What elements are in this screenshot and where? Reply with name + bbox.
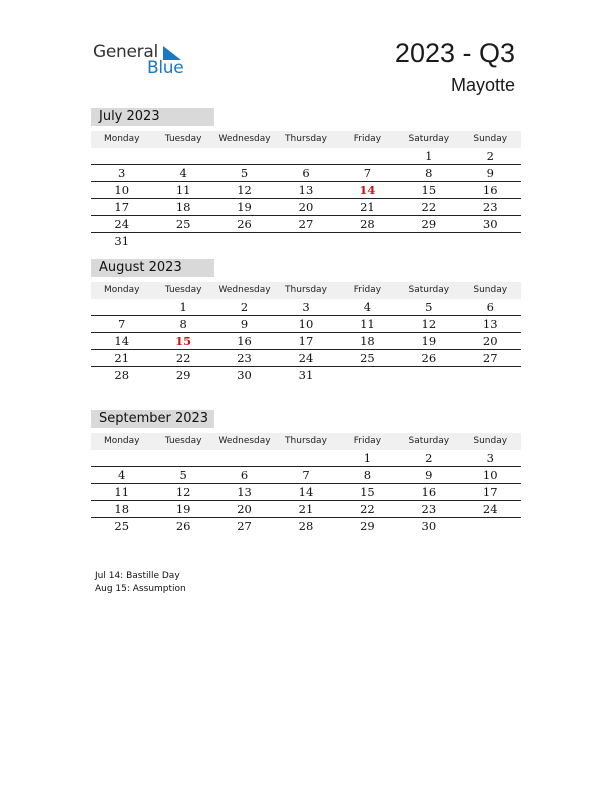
month-calendar [91, 108, 521, 249]
day-cell: 4 [179, 166, 187, 180]
day-cell: 15 [360, 485, 375, 499]
empty-day-cell [337, 148, 398, 164]
empty-day-cell [214, 148, 275, 164]
weekday-label: Sunday [473, 134, 508, 144]
month-calendar [91, 410, 521, 534]
week-row [91, 333, 521, 350]
empty-day-cell [460, 233, 521, 249]
day-cell: 5 [240, 166, 249, 180]
day-cell: 24 [482, 502, 498, 516]
day-cell: 24 [298, 351, 314, 365]
day-cell: 31 [298, 368, 314, 382]
day-cell: 9 [425, 468, 433, 482]
empty-day-cell [214, 233, 275, 249]
day-cell: 8 [425, 166, 433, 180]
week-row [91, 182, 521, 199]
holiday-notes [95, 570, 186, 596]
day-cell: 10 [298, 317, 314, 331]
day-cell: 28 [114, 368, 130, 382]
day-cell: 6 [486, 300, 494, 314]
country-name: Mayotte [450, 75, 515, 95]
week-row [91, 484, 521, 501]
day-cell: 3 [118, 166, 126, 180]
day-cell: 6 [240, 468, 249, 482]
day-cell: 7 [118, 317, 126, 331]
day-cell: 9 [486, 166, 494, 180]
day-cell: 27 [482, 351, 498, 365]
day-cell: 30 [482, 217, 498, 231]
weekday-label: Tuesday [164, 436, 202, 446]
day-cell: 21 [114, 351, 130, 365]
day-cell: 26 [237, 217, 252, 231]
day-cell: 22 [421, 200, 437, 214]
weekday-label: Tuesday [164, 285, 202, 295]
weekday-label: Friday [353, 134, 382, 144]
day-cell: 28 [360, 217, 375, 231]
weekday-label: Monday [103, 285, 140, 295]
week-row [91, 216, 521, 233]
day-cell: 15 [421, 183, 437, 197]
quarter-title: 2023 - Q3 [394, 38, 515, 68]
weekday-header-row [91, 433, 521, 450]
empty-day-cell [91, 450, 152, 466]
day-cell: 19 [237, 200, 252, 214]
week-row [91, 299, 521, 316]
empty-day-cell [337, 367, 398, 383]
day-cell: 22 [360, 502, 375, 516]
day-cell: 16 [421, 485, 437, 499]
day-cell: 14 [359, 183, 376, 197]
day-cell: 27 [298, 217, 314, 231]
month-title: July 2023 [91, 108, 214, 126]
week-row [91, 148, 521, 165]
weekday-header-row [91, 131, 521, 148]
day-cell: 2 [486, 149, 494, 163]
brand-logo [93, 42, 193, 78]
weekday-label: Wednesday [218, 134, 271, 144]
month-title: August 2023 [91, 259, 214, 277]
day-cell: 28 [298, 519, 314, 533]
day-cell: 17 [482, 485, 498, 499]
day-cell: 6 [302, 166, 310, 180]
day-cell: 13 [298, 183, 314, 197]
day-cell: 18 [360, 334, 375, 348]
day-cell: 29 [360, 519, 375, 533]
weekday-label: Thursday [285, 285, 327, 295]
day-cell: 5 [179, 468, 187, 482]
day-cell: 11 [360, 317, 375, 331]
day-cell: 30 [237, 368, 252, 382]
empty-day-cell [214, 450, 275, 466]
day-cell: 7 [302, 468, 310, 482]
weekday-label: Monday [103, 134, 140, 144]
week-row [91, 450, 521, 467]
month-title: September 2023 [91, 410, 214, 428]
weekday-label: Friday [353, 285, 382, 295]
day-cell: 25 [114, 519, 130, 533]
day-cell: 29 [421, 217, 437, 231]
day-cell: 5 [425, 300, 433, 314]
day-cell: 25 [360, 351, 375, 365]
weekday-label: Wednesday [218, 285, 271, 295]
day-cell: 11 [175, 183, 191, 197]
day-cell: 10 [482, 468, 498, 482]
week-row [91, 316, 521, 333]
weekday-label: Tuesday [164, 134, 202, 144]
weekday-label: Friday [353, 436, 382, 446]
week-row [91, 350, 521, 367]
day-cell: 1 [425, 149, 433, 163]
day-cell: 2 [240, 300, 249, 314]
weekday-label: Saturday [408, 285, 450, 295]
day-cell: 20 [482, 334, 498, 348]
day-cell: 25 [175, 217, 191, 231]
week-row [91, 233, 521, 249]
day-cell: 31 [114, 234, 130, 248]
day-cell: 14 [114, 334, 130, 348]
empty-day-cell [398, 367, 459, 383]
holiday-note: Jul 14: Bastille Day [95, 571, 180, 581]
day-cell: 12 [421, 317, 437, 331]
week-row [91, 518, 521, 534]
day-cell: 13 [482, 317, 498, 331]
day-cell: 13 [237, 485, 252, 499]
day-cell: 17 [298, 334, 314, 348]
weekday-label: Thursday [285, 134, 327, 144]
day-cell: 18 [114, 502, 130, 516]
day-cell: 4 [363, 300, 372, 314]
day-cell: 23 [482, 200, 498, 214]
logo-text-general: General [93, 42, 158, 62]
day-cell: 19 [175, 502, 191, 516]
day-cell: 12 [175, 485, 191, 499]
empty-day-cell [152, 233, 213, 249]
empty-day-cell [460, 367, 521, 383]
day-cell: 8 [363, 468, 372, 482]
month-calendar [91, 259, 521, 383]
day-cell: 26 [175, 519, 191, 533]
day-cell: 2 [425, 451, 433, 465]
week-row [91, 165, 521, 182]
day-cell: 23 [237, 351, 252, 365]
day-cell: 26 [421, 351, 437, 365]
day-cell: 16 [237, 334, 252, 348]
day-cell: 1 [363, 451, 372, 465]
day-cell: 3 [486, 451, 494, 465]
holiday-note: Aug 15: Assumption [95, 584, 186, 594]
day-cell: 14 [298, 485, 314, 499]
empty-day-cell [152, 450, 213, 466]
day-cell: 20 [237, 502, 252, 516]
weekday-label: Wednesday [218, 436, 271, 446]
day-cell: 1 [179, 300, 187, 314]
day-cell: 3 [302, 300, 310, 314]
week-row [91, 467, 521, 484]
day-cell: 4 [118, 468, 126, 482]
day-cell: 8 [179, 317, 187, 331]
weekday-label: Saturday [408, 436, 450, 446]
empty-day-cell [398, 233, 459, 249]
day-cell: 19 [421, 334, 437, 348]
week-row [91, 199, 521, 216]
day-cell: 16 [482, 183, 498, 197]
weekday-label: Sunday [473, 285, 508, 295]
day-cell: 29 [175, 368, 191, 382]
weekday-label: Saturday [408, 134, 450, 144]
day-cell: 7 [363, 166, 372, 180]
day-cell: 10 [114, 183, 130, 197]
empty-day-cell [275, 148, 336, 164]
empty-day-cell [91, 299, 152, 315]
week-row [91, 367, 521, 383]
day-cell: 20 [298, 200, 314, 214]
empty-day-cell [460, 518, 521, 534]
day-cell: 27 [237, 519, 252, 533]
day-cell: 15 [175, 334, 192, 348]
empty-day-cell [275, 233, 336, 249]
day-cell: 24 [114, 217, 130, 231]
day-cell: 21 [360, 200, 375, 214]
day-cell: 17 [114, 200, 130, 214]
day-cell: 12 [237, 183, 252, 197]
week-row [91, 501, 521, 518]
empty-day-cell [275, 450, 336, 466]
day-cell: 21 [298, 502, 314, 516]
day-cell: 9 [240, 317, 249, 331]
empty-day-cell [91, 148, 152, 164]
empty-day-cell [152, 148, 213, 164]
weekday-label: Monday [103, 436, 140, 446]
day-cell: 30 [421, 519, 437, 533]
weekday-header-row [91, 282, 521, 299]
logo-text-blue: Blue [147, 58, 184, 78]
day-cell: 23 [421, 502, 437, 516]
weekday-label: Sunday [473, 436, 508, 446]
empty-day-cell [337, 233, 398, 249]
day-cell: 11 [114, 485, 130, 499]
weekday-label: Thursday [285, 436, 327, 446]
day-cell: 22 [175, 351, 191, 365]
day-cell: 18 [175, 200, 191, 214]
